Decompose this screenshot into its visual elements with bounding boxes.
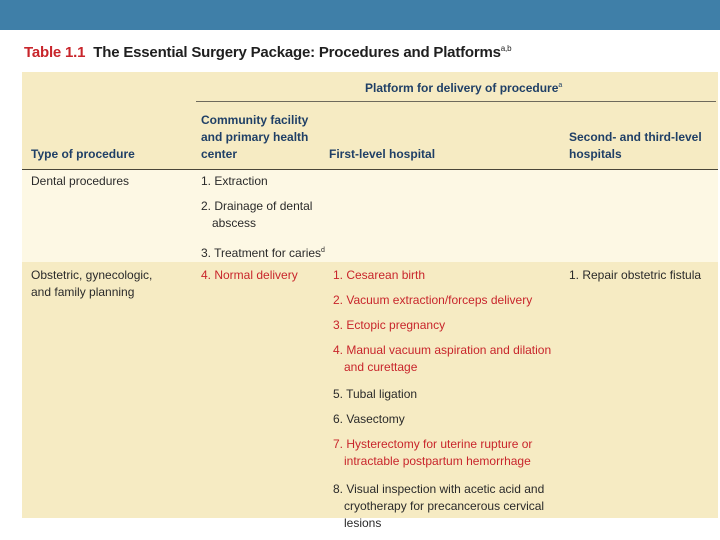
platform-header-text: Platform for delivery of procedure <box>365 81 559 95</box>
platform-header-footnote-mark: a <box>558 82 563 89</box>
table-number: Table 1.1 <box>24 44 86 61</box>
row-type-obstetric: Obstetric, gynecologic, and family planning <box>31 268 153 299</box>
column-header-second-third-level: Second- and third-level hospitals <box>569 130 702 161</box>
caries-footnote-mark: d <box>321 247 325 254</box>
header-rule <box>22 169 718 170</box>
list-item: 1. Extraction <box>201 174 268 188</box>
column-header-first-level: First-level hospital <box>329 147 436 161</box>
list-item: 4. Normal delivery <box>201 268 298 282</box>
title-footnote-mark: a,b <box>500 44 512 53</box>
platform-divider <box>196 101 716 102</box>
list-item: 7. Hysterectomy for uterine rupture or intractable postpartum hemorrhage <box>333 437 533 468</box>
platform-header <box>365 81 562 95</box>
list-item: 8. Visual inspection with acetic acid and cryotherapy for precancerous cervical lesions <box>333 482 545 530</box>
table-title <box>24 44 511 61</box>
list-item: 3. Ectopic pregnancy <box>333 318 446 332</box>
list-item: 2. Drainage of dental abscess <box>201 199 313 230</box>
caries-text: 3. Treatment for caries <box>201 246 322 260</box>
list-item: 1. Repair obstetric fistula <box>569 268 702 282</box>
table-title-text: The Essential Surgery Package: Procedures and Platforms <box>93 44 501 61</box>
list-item-caries <box>201 242 325 262</box>
list-item: 5. Tubal ligation <box>333 387 418 401</box>
column-header-community: Community facility and primary health center <box>201 113 309 161</box>
list-item: 6. Vasectomy <box>333 412 405 426</box>
list-item: 2. Vacuum extraction/forceps delivery <box>333 293 533 307</box>
list-item: 1. Cesarean birth <box>333 268 426 282</box>
row-type-dental: Dental procedures <box>31 174 130 188</box>
list-item: 4. Manual vacuum aspiration and dilation and curettage <box>333 343 552 374</box>
slide-top-bar <box>0 0 720 30</box>
column-header-type: Type of procedure <box>31 147 135 161</box>
